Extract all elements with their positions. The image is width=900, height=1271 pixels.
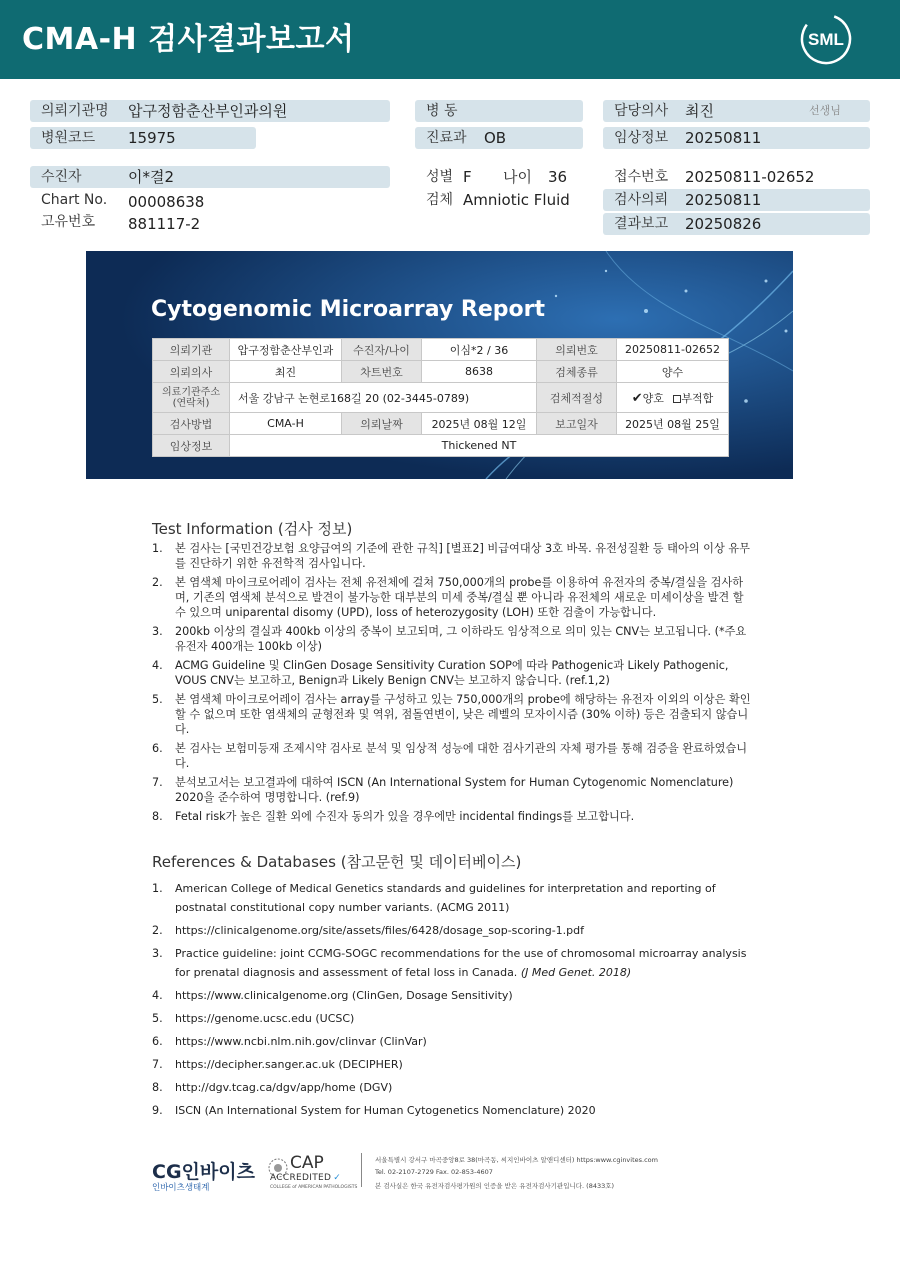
list-item (152, 775, 752, 805)
checkmark-icon: ✓ (333, 1173, 342, 1183)
specimen-label: 검체 (426, 192, 454, 208)
org-value: 압구정함춘산부인과의원 (128, 102, 288, 120)
list-item-number: 8. (152, 810, 163, 823)
dept-value: OB (484, 129, 507, 147)
list-item-body: 본 염색체 마이크로어레이 검사는 array를 구성하고 있는 750,000개의 probe에 해당하는 유전자 이외의 이상은 확인 할 수 없으며 또한 염색체의 균형전좌 및 역위, 점돌연변이, 낮은 레벨의 모자이시즘 (30% 이하) 등은 검출되지 않습니다. (175, 693, 751, 736)
list-item-text (175, 1032, 752, 1051)
list-item-number: 2. (152, 924, 163, 937)
table-cell: 서울 강남구 논현로168길 20 (02-3445-0789) (230, 383, 537, 413)
list-item-text (175, 879, 752, 917)
list-item (152, 879, 752, 917)
list-item-text (175, 986, 752, 1005)
list-item-number: 4. (152, 659, 163, 672)
table-cell: 의뢰번호 (537, 339, 617, 361)
cap-logo-text: CAP (290, 1153, 324, 1173)
list-item (152, 809, 752, 824)
patient-field (30, 166, 390, 188)
footer-divider (361, 1153, 362, 1187)
table-cell: 압구정함춘산부인과 (230, 339, 342, 361)
table-row (153, 361, 729, 383)
table-cell: 의뢰날짜 (342, 413, 422, 435)
org-label: 의뢰기관명 (41, 103, 109, 119)
list-item (152, 1009, 752, 1028)
list-item-text (175, 921, 752, 940)
list-item-text (175, 575, 752, 620)
hospital-code-label: 병원코드 (41, 130, 96, 146)
table-cell (153, 383, 230, 413)
patient-value: 이*결2 (128, 168, 175, 186)
list-item (152, 541, 752, 571)
report-date-value: 20250826 (685, 215, 762, 233)
footer-certification: 본 검사실은 한국 유전자검사평가원의 인증을 받은 유전자검사기관입니다. (8433호) (375, 1182, 615, 1190)
list-item-text (175, 692, 752, 737)
table-cell: 임상정보 (153, 435, 230, 457)
list-item (152, 1055, 752, 1074)
unique-label: 고유번호 (41, 214, 96, 230)
receipt-value: 20250811-02652 (685, 168, 815, 186)
list-item-text (175, 944, 752, 982)
list-item-body: 본 검사는 [국민건강보험 요양급여의 기준에 관한 규칙] [별표2] 비급여대상 3호 바목. 유전성질환 등 태아의 이상 유무를 진단하기 위한 유전학적 검사입니다. (175, 542, 750, 570)
list-item-body: Fetal risk가 높은 질환 외에 수진자 동의가 있을 경우에만 incidental findings를 보고합니다. (175, 810, 635, 823)
list-item-number: 1. (152, 542, 163, 555)
list-item-number: 7. (152, 1058, 163, 1071)
list-item-number: 3. (152, 625, 163, 638)
sml-logo-text: SML (808, 30, 844, 49)
list-item-number: 8. (152, 1081, 163, 1094)
list-item-text (175, 1078, 752, 1097)
doctor-suffix: 선생님 (809, 104, 841, 117)
sml-logo (800, 13, 852, 65)
option-inadequate: 부적합 (681, 391, 714, 405)
doctor-label: 담당의사 (614, 103, 669, 119)
sex-value: F (463, 168, 472, 186)
hospital-code-value: 15975 (128, 129, 176, 147)
ward-label: 병 동 (426, 103, 458, 119)
list-item-body: ISCN (An International System for Human Cytogenetics Nomenclature) 2020 (175, 1104, 596, 1117)
table-cell: 2025년 08월 25일 (617, 413, 729, 435)
receipt-label: 접수번호 (614, 169, 669, 185)
list-item-body: http://dgv.tcag.ca/dgv/app/home (DGV) (175, 1081, 393, 1094)
list-item-text (175, 1055, 752, 1074)
cginvites-logo: CG인바이츠 (152, 1161, 255, 1183)
references-title: References & Databases (참고문헌 및 데이터베이스) (152, 853, 522, 871)
unique-value: 881117-2 (128, 215, 201, 233)
list-item-number: 5. (152, 693, 163, 706)
list-item-body: https://genome.ucsc.edu (UCSC) (175, 1012, 355, 1025)
list-item-body: https://www.clinicalgenome.org (ClinGen, Dosage Sensitivity) (175, 989, 513, 1002)
request-value: 20250811 (685, 191, 762, 209)
option-adequate: 양호 (642, 391, 664, 405)
list-item-number: 6. (152, 1035, 163, 1048)
list-item-text (175, 1101, 752, 1120)
list-item-number: 6. (152, 742, 163, 755)
specimen-value: Amniotic Fluid (463, 191, 570, 209)
cap-accredited-text (270, 1173, 341, 1183)
list-item (152, 1101, 752, 1120)
list-item-text (175, 624, 752, 654)
report-date-label: 결과보고 (614, 216, 669, 232)
request-label: 검사의뢰 (614, 192, 669, 208)
list-item (152, 944, 752, 982)
list-item (152, 1032, 752, 1051)
table-cell: 양수 (617, 361, 729, 383)
report-title: CMA-H 검사결과보고서 (22, 22, 355, 57)
doctor-value: 최진 (685, 102, 714, 120)
cginvites-logo-sub: 인바이츠생태계 (152, 1183, 210, 1193)
list-item-text (175, 541, 752, 571)
list-item (152, 921, 752, 940)
clinical-label: 임상정보 (614, 130, 669, 146)
list-item-text (175, 775, 752, 805)
list-item-body: 분석보고서는 보고결과에 대하여 ISCN (An International System for Human Cytogenomic Nomenclature) 2020을 준수하여 명명합니다. (ref.9) (175, 776, 734, 804)
footer-phone: Tel. 02-2107-2729 Fax. 02-853-4607 (375, 1168, 493, 1176)
list-item (152, 692, 752, 737)
table-cell: 검체종류 (537, 361, 617, 383)
list-item-text (175, 1009, 752, 1028)
list-item-body: https://www.ncbi.nlm.nih.gov/clinvar (ClinVar) (175, 1035, 427, 1048)
cap-org-name: COLLEGE of AMERICAN PATHOLOGISTS (270, 1185, 358, 1190)
chart-value: 00008638 (128, 193, 205, 211)
cma-report-banner (86, 251, 793, 479)
list-item-number: 1. (152, 882, 163, 895)
list-item-text (175, 658, 752, 688)
banner-title: Cytogenomic Microarray Report (151, 297, 545, 322)
list-item-body: 본 검사는 보험미등재 조제시약 검사로 분석 및 임상적 성능에 대한 검사기관의 자체 평가를 통해 검증을 완료하였습니다. (175, 742, 748, 770)
table-cell: 20250811-02652 (617, 339, 729, 361)
list-item (152, 1078, 752, 1097)
table-cell: 검사방법 (153, 413, 230, 435)
ward-field (415, 100, 583, 122)
list-item-citation: (J Med Genet. 2018) (520, 966, 632, 979)
list-item (152, 624, 752, 654)
list-item-number: 3. (152, 947, 163, 960)
references-list (152, 879, 752, 1124)
list-item-number: 4. (152, 989, 163, 1002)
table-cell: 검체적절성 (537, 383, 617, 413)
clinical-value: 20250811 (685, 129, 762, 147)
age-label: 나이 (503, 168, 532, 186)
table-cell: CMA-H (230, 413, 342, 435)
list-item (152, 575, 752, 620)
table-cell: 의뢰의사 (153, 361, 230, 383)
footer-address: 서울특별시 강서구 마곡중앙8로 38(마곡동, 씨지인바이츠 알앤디센터) https:www.cginvites.com (375, 1156, 658, 1164)
list-item-body: 본 염색체 마이크로어레이 검사는 전체 유전체에 걸쳐 750,000개의 probe를 이용하여 유전자의 중복/결실을 검사하며, 기존의 염색체 분석으로 발견이 불가능한 대부분의 미세 중복/결실 뿐 아니라 유전체의 새로운 미세이상을 발견 할 수 있으며 uniparental disomy (UPD), loss of heterozygosity (LOH) 또한 검출이 가능합니다. (175, 576, 744, 619)
list-item-number: 5. (152, 1012, 163, 1025)
table-cell: 의뢰기관 (153, 339, 230, 361)
test-info-list (152, 541, 752, 828)
list-item-text (175, 741, 752, 771)
list-item (152, 986, 752, 1005)
list-item-body: American College of Medical Genetics standards and guidelines for interpretation and reporting of postnatal constitutional copy number variants. (ACMG 2011) (175, 882, 716, 914)
table-cell: 수진자/나이 (342, 339, 422, 361)
list-item (152, 741, 752, 771)
list-item-body: 200kb 이상의 결실과 400kb 이상의 중복이 보고되며, 그 이하라도 임상적으로 의미 있는 CNV는 보고됩니다. (*주요 유전자 400개는 100kb 이상) (175, 625, 747, 653)
sex-label: 성별 (426, 169, 454, 185)
report-summary-table (152, 338, 729, 457)
table-cell: 최진 (230, 361, 342, 383)
list-item-number: 9. (152, 1104, 163, 1117)
table-cell: 보고일자 (537, 413, 617, 435)
table-cell: 이심*2 / 36 (422, 339, 537, 361)
dept-label: 진료과 (426, 130, 467, 146)
list-item-body: https://clinicalgenome.org/site/assets/files/6428/dosage_sop-scoring-1.pdf (175, 924, 585, 937)
list-item (152, 658, 752, 688)
chart-label: Chart No. (41, 192, 108, 208)
list-item-number: 7. (152, 776, 163, 789)
table-cell: 8638 (422, 361, 537, 383)
table-cell: 2025년 08월 12일 (422, 413, 537, 435)
table-cell: Thickened NT (230, 435, 729, 457)
table-row (153, 383, 729, 413)
address-header: 의료기관주소 (162, 386, 220, 398)
table-cell: 차트번호 (342, 361, 422, 383)
specimen-adequacy-cell (617, 383, 729, 413)
contact-header: (연락처) (172, 397, 210, 409)
list-item-body: ACMG Guideline 및 ClinGen Dosage Sensitivity Curation SOP에 따라 Pathogenic과 Likely Pathogenic, VOUS CNV는 보고하고, Benign과 Likely Benign CNV는 보고하지 않습니다. (ref.1,2) (175, 659, 729, 687)
list-item-body: https://decipher.sanger.ac.uk (DECIPHER) (175, 1058, 403, 1071)
age-value: 36 (548, 168, 568, 186)
list-item-body: Practice guideline: joint CCMG-SOGC recommendations for the use of chromosomal microarray analysis for prenatal diagnosis and assessment of fetal loss in Canada. (175, 947, 747, 979)
table-row (153, 339, 729, 361)
list-item-text (175, 809, 752, 824)
test-info-title: Test Information (검사 정보) (152, 520, 353, 538)
patient-label: 수진자 (41, 169, 82, 185)
report-header (0, 0, 900, 79)
list-item-number: 2. (152, 576, 163, 589)
cap-accredited-label: ACCREDITED (270, 1173, 332, 1183)
check-icon: ✔ (631, 390, 643, 406)
table-row (153, 435, 729, 457)
table-row (153, 413, 729, 435)
